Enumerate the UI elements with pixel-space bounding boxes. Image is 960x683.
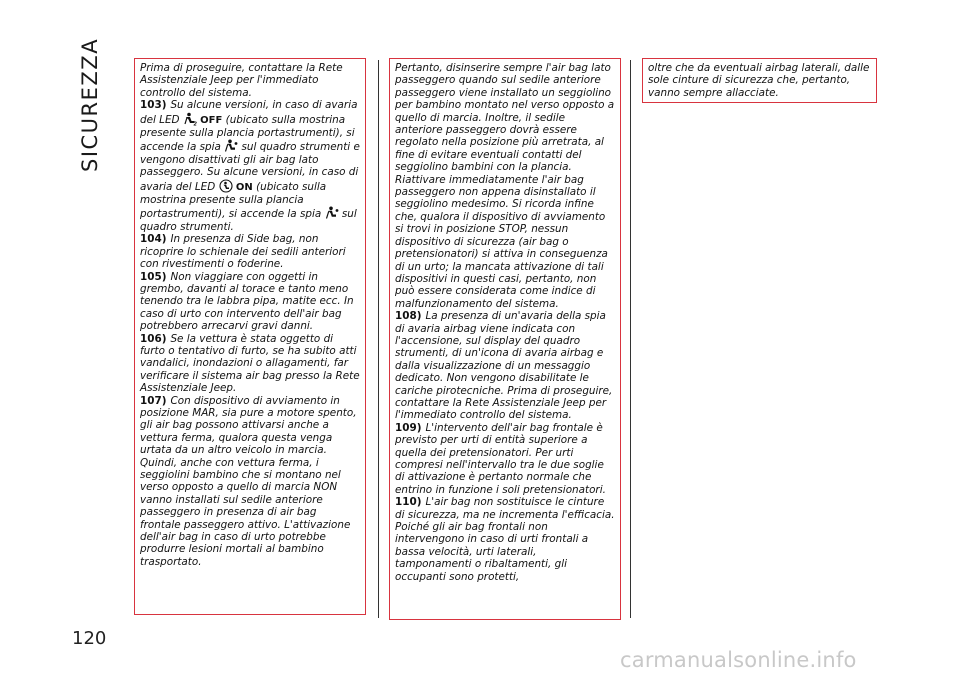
col3-text: oltre che da eventuali airbag laterali, dalle sole cinture di sicurezza che, pertanto, vanno sempre allacciate. (648, 62, 870, 99)
col1-intro: Prima di proseguire, contattare la Rete Assistenziale Jeep per l'immediato controllo del sistema. (140, 62, 343, 99)
note-text: L'air bag non sostituisce le cinture di sicurezza, ma ne incrementa l'efficacia. Poiché gli air bag frontali non intervengono in caso di urti frontali a bassa velocità, urti laterali, tamponamenti o ribaltamenti, gli occupanti sono protetti, (395, 496, 615, 583)
note-text: L'intervento dell'air bag frontale è previsto per urti di entità superiore a quella dei pretensionatori. Per urti compresi nell'intervallo tra le due soglie di attivazione è pertanto normale che entrino in funzione i soli pretensionatori. (395, 421, 606, 496)
airbag-warning-light-icon (325, 206, 339, 220)
note-text: La presenza di un'avaria della spia di avaria airbag viene indicata con l'accensione, sul display del quadro strumenti, di un'icona di avaria airbag e dalla visualizzazione di un messaggio dedicato. Non vengono disabilitate le cariche pirotecniche. Prima di proseguire, contattare la Rete Assistenziale Jeep per l'immediato controllo del sistema. (395, 310, 613, 422)
airbag-off-led-icon (183, 112, 197, 126)
note-number: 109) (395, 421, 422, 434)
note-number: 108) (395, 310, 422, 323)
note-110 (395, 496, 615, 583)
note-text: Se la vettura è stata oggetto di furto o tentativo di furto, se ha subito atti vandalici, inondazioni o allagamenti, far verificare il sistema air bag presso la Rete Assistenziale Jeep. (140, 332, 360, 395)
led-off-label: OFF (200, 114, 223, 126)
note-103 (140, 99, 360, 233)
note-text: Non viaggiare con oggetti in grembo, davanti al torace e tanto meno tenendo tra le labbra pipa, matite ecc. In caso di urto con intervento dell'air bag potrebbero arrecarvi gravi danni. (140, 270, 354, 333)
note-number: 110) (395, 496, 422, 509)
note-108 (395, 310, 615, 422)
note-number: 105) (140, 270, 167, 283)
note-number: 104) (140, 233, 167, 246)
svg-text:2: 2 (193, 121, 197, 126)
note-number: 107) (140, 394, 167, 407)
column-divider-2 (630, 60, 631, 618)
page-number: 120 (72, 628, 107, 649)
note-106 (140, 333, 360, 395)
col2-intro: Pertanto, disinserire sempre l'air bag lato passeggero quando sul sedile anteriore passeggero viene installato un seggiolino per bambino montato nel verso opposto a quello di marcia. Inoltre, il sedile anteriore passeggero dovrà essere regolato nella posizione più arretrata, al fine di evitare eventuali contatti del seggiolino bambini con la plancia. Riattivare immediatamente l'air bag passeggero non appena disinstallato il seggiolino medesimo. Si ricorda infine che, qualora il dispositivo di avviamento si trovi in posizione STOP, nessun dispositivo di sicurezza (air bag o pretensionatori) si attiva in conseguenza di un urto; la mancata attivazione di tali dispositivi in questi casi, pertanto, non può essere considerata come indice di malfunzionamento del sistema. (395, 62, 615, 310)
airbag-on-led-icon (219, 179, 233, 193)
column-divider-1 (378, 60, 379, 618)
section-title: SICUREZZA (78, 37, 102, 172)
note-text: Su alcune versioni, in caso di avaria del LED (140, 99, 358, 126)
note-text: (ubicato sulla mostrina presente sulla plancia portastrumenti), si accende la spia (140, 113, 355, 154)
note-text: Con dispositivo di avviamento in posizione MAR, sia pure a motore spento, gli air bag possono attivarsi anche a vettura ferma, qualora questa venga urtata da un altro veicolo in marcia. Quindi, anche con vettura ferma, i seggiolini bambino che si montano nel verso opposto a quello di marcia NON vanno installati sul sedile anteriore passeggero in presenza di air bag frontale passeggero attivo. L'attivazione dell'air bag in caso di urto potrebbe produrre lesioni mortali al bambino trasportato. (140, 394, 357, 568)
note-text: sul quadro strumenti. (140, 208, 357, 233)
note-105 (140, 271, 360, 333)
note-104 (140, 233, 360, 270)
warning-box-column-1 (134, 58, 366, 615)
note-text: In presenza di Side bag, non ricoprire lo schienale dei sedili anteriori con rivestimenti o foderine. (140, 233, 346, 271)
note-text: (ubicato sulla mostrina presente sulla plancia portastrumenti), si accende la spia (140, 180, 327, 221)
airbag-warning-light-icon (224, 139, 238, 153)
note-107 (140, 395, 360, 569)
watermark: carmanualsonline.info (620, 648, 857, 672)
warning-box-column-2 (389, 58, 621, 620)
note-text: sul quadro strumenti e vengono disattivati gli air bag lato passeggero. Su alcune versioni, in caso di avaria del LED (140, 141, 360, 193)
warning-box-column-3 (642, 58, 877, 103)
note-number: 103) (140, 99, 167, 112)
led-on-label: ON (235, 181, 253, 193)
note-109 (395, 422, 615, 496)
note-number: 106) (140, 332, 167, 345)
